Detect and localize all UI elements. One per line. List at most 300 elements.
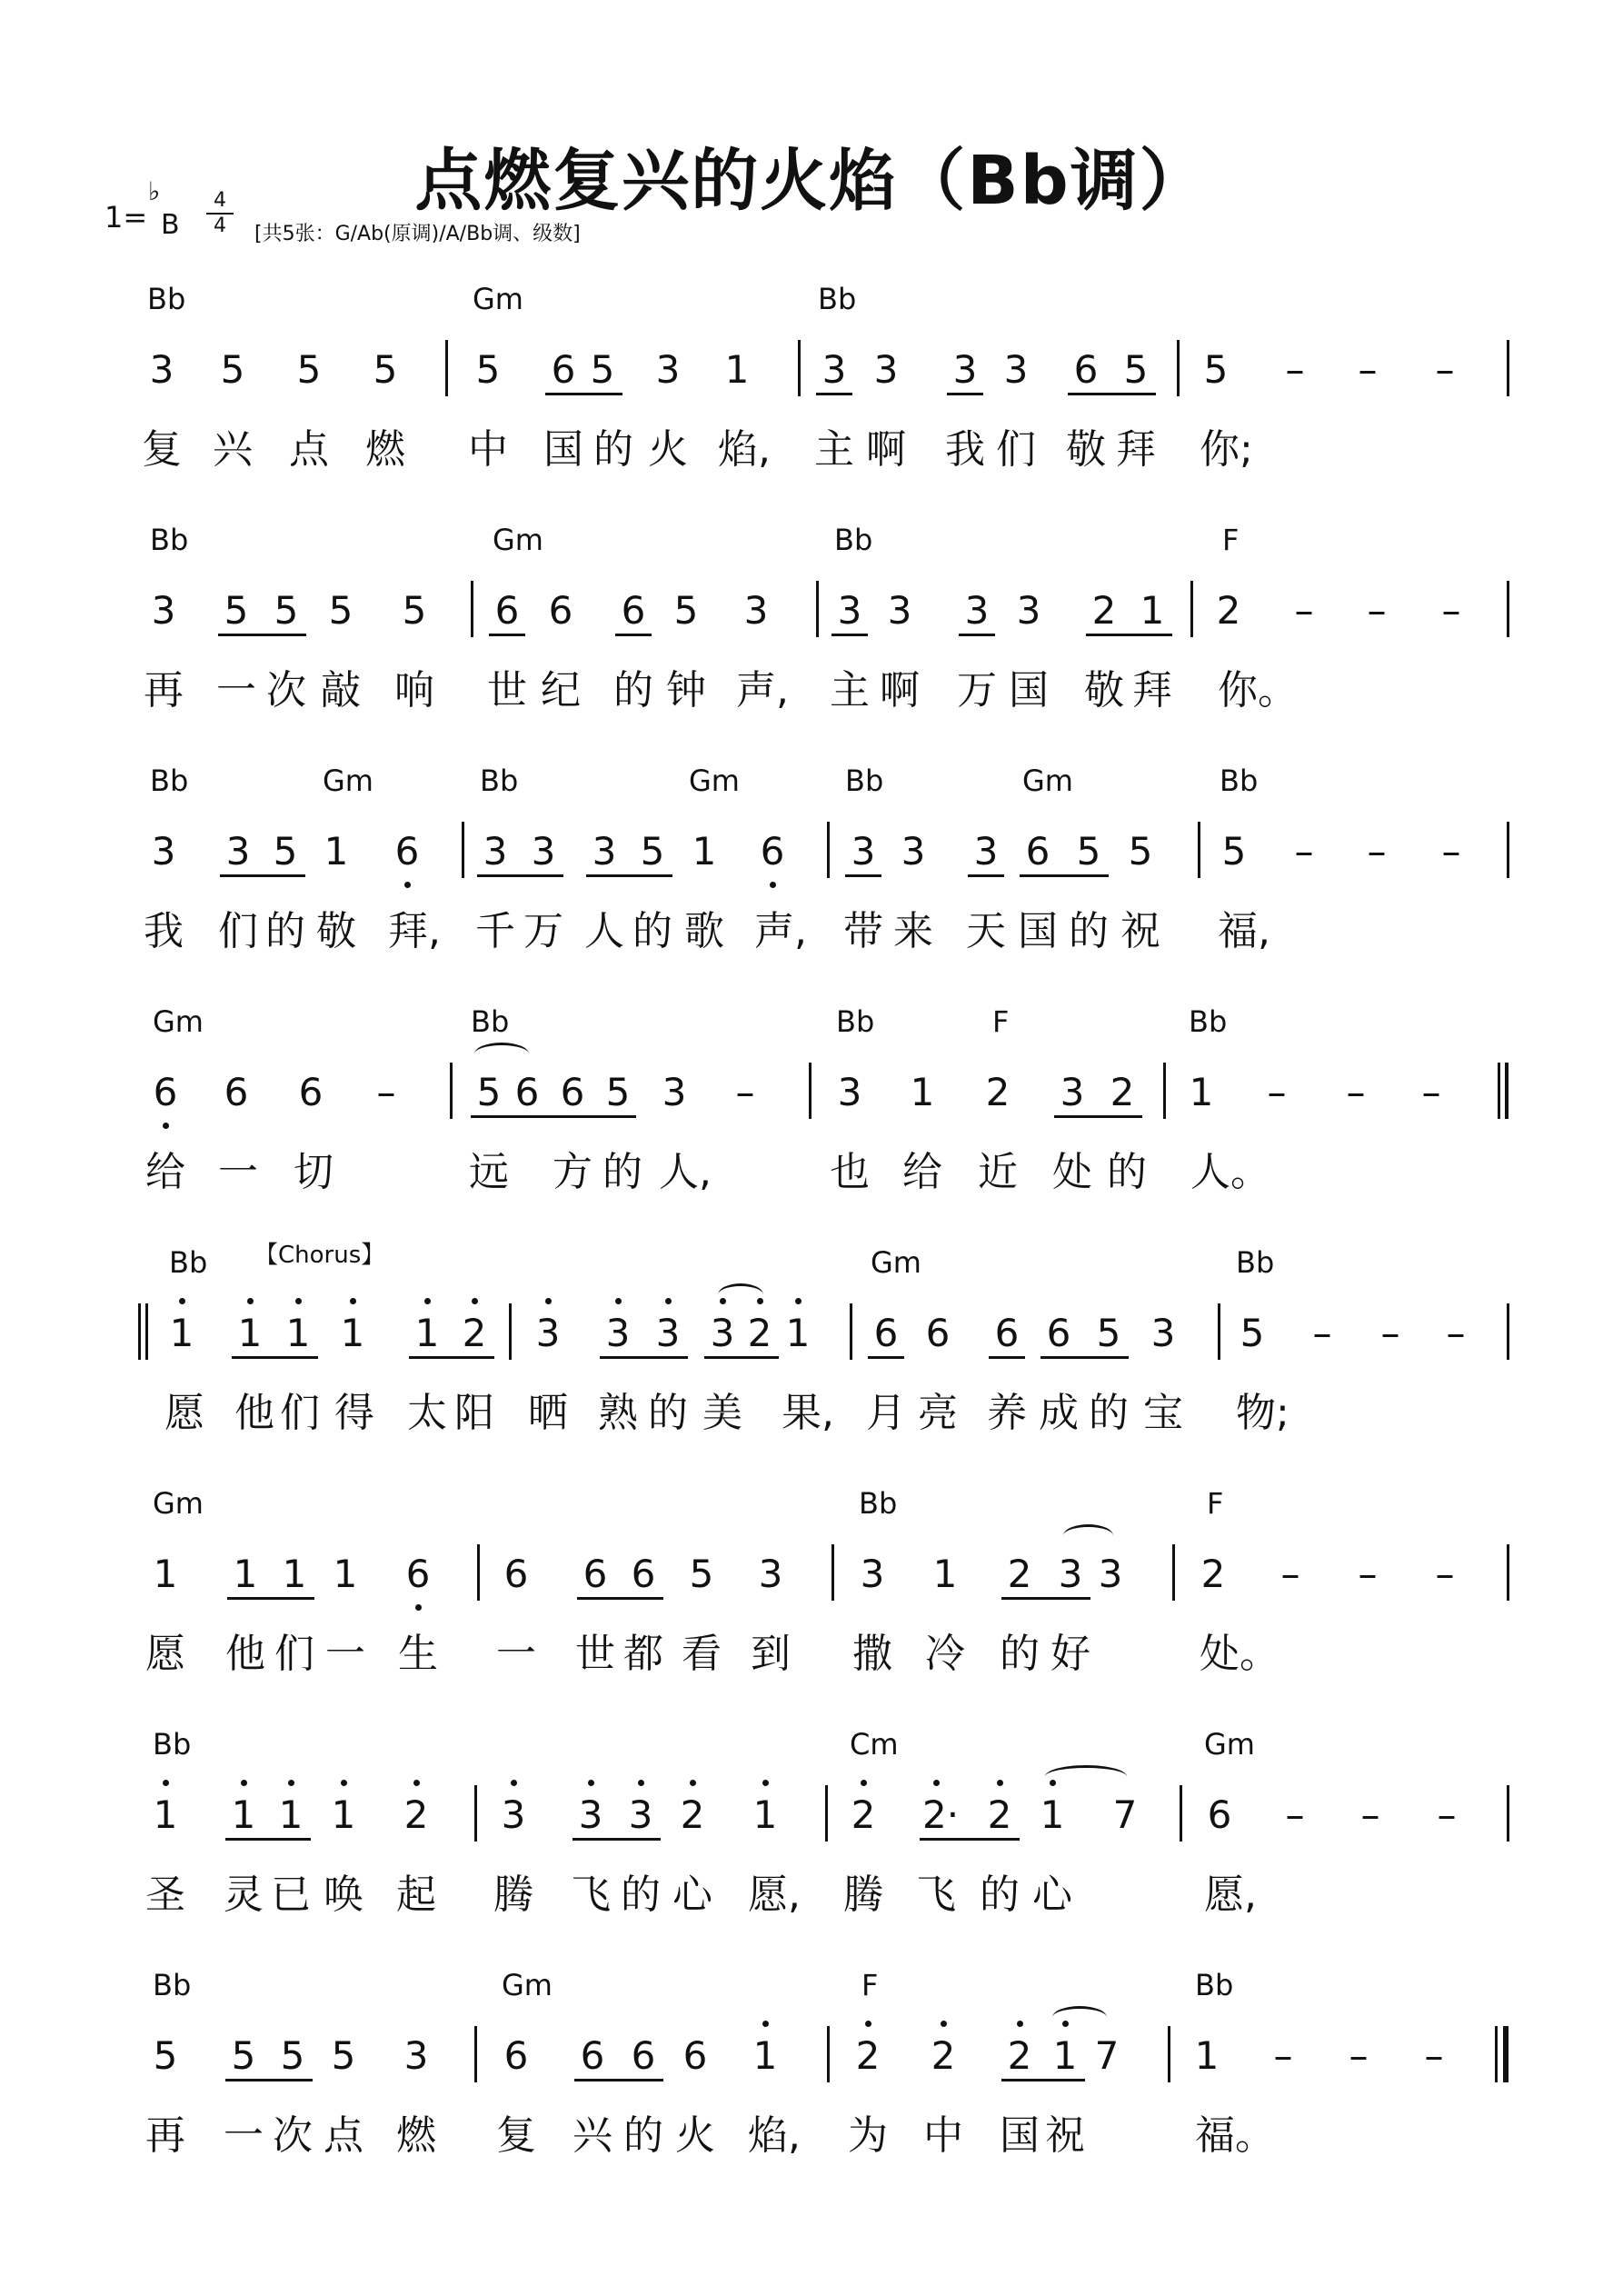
lyric: 都	[623, 1631, 663, 1677]
lyric: 处。	[1200, 1631, 1279, 1677]
lyric: 月	[866, 1390, 906, 1436]
chord: Cm	[850, 1727, 899, 1762]
lyric: 心	[672, 1872, 712, 1918]
note: 6	[494, 588, 520, 633]
barline	[831, 1544, 834, 1601]
beam	[1086, 634, 1172, 636]
note: 3	[758, 1552, 783, 1596]
lyric: 得	[334, 1390, 374, 1436]
note: 1	[233, 1552, 258, 1596]
lyric: 起	[396, 1872, 436, 1918]
note: –	[1424, 2033, 1444, 2078]
note: 3	[662, 1070, 687, 1114]
note: 3	[873, 347, 899, 392]
note: 2	[1200, 1552, 1226, 1596]
lyric: 的	[593, 426, 633, 473]
note: 1	[231, 1792, 256, 1837]
barline	[1507, 340, 1509, 396]
lyric: 燃	[365, 426, 405, 473]
note: 5	[1076, 829, 1101, 873]
lyric: 物;	[1236, 1390, 1289, 1436]
key-letter: B	[161, 209, 180, 241]
lyric: 愿,	[748, 1872, 801, 1918]
chord: F	[992, 1004, 1010, 1039]
note: –	[1367, 829, 1387, 873]
note: 2	[931, 2033, 956, 2078]
chord: Bb	[147, 282, 186, 316]
note: 5	[476, 1070, 502, 1114]
note: 5	[373, 347, 398, 392]
lyric: 他	[225, 1631, 265, 1677]
system-8	[0, 1968, 1623, 2209]
lyric: 阳	[454, 1390, 494, 1436]
note: 3	[149, 347, 174, 392]
high-octave-dot	[288, 1780, 294, 1786]
note: –	[1380, 1311, 1400, 1355]
barline	[1507, 1303, 1509, 1360]
lyric: 腾	[843, 1872, 883, 1918]
high-octave-dot	[638, 1780, 644, 1786]
lyric: 人	[584, 908, 624, 954]
note: 6	[560, 1070, 585, 1114]
note: 6	[631, 1552, 656, 1596]
note: 1	[724, 347, 750, 392]
note: 6	[551, 347, 576, 392]
note: 2	[403, 1792, 429, 1837]
lyric: 焰,	[748, 2112, 801, 2159]
note: 6	[405, 1552, 431, 1596]
slur	[474, 1043, 529, 1065]
barline	[809, 1063, 812, 1119]
note: 3	[1016, 588, 1041, 633]
barline	[827, 2026, 830, 2082]
note: 5	[402, 588, 427, 633]
barline	[1163, 1063, 1166, 1119]
note: –	[1437, 1792, 1457, 1837]
barline	[1507, 1785, 1509, 1842]
note: –	[735, 1070, 755, 1114]
note: 1	[752, 1792, 778, 1837]
lyric: 敬	[1066, 426, 1106, 473]
slur	[1045, 1765, 1127, 1788]
chord: Bb	[818, 282, 857, 316]
system-6	[0, 1486, 1623, 1727]
chord: Bb	[1220, 764, 1259, 798]
note: 6	[298, 1070, 324, 1114]
beam	[704, 1356, 779, 1359]
barline	[1177, 340, 1180, 396]
lyric: 的	[1107, 1149, 1147, 1195]
lyric: 到	[751, 1631, 791, 1677]
lyric: 圣	[145, 1872, 185, 1918]
lyric: 中	[468, 426, 508, 473]
note: 3	[535, 1311, 561, 1355]
lyric: 天	[966, 908, 1006, 954]
note: 3	[151, 588, 176, 633]
barline	[825, 1785, 828, 1842]
chord: Bb	[471, 1004, 510, 1039]
lyric: 再	[145, 2112, 185, 2159]
barline	[462, 822, 464, 878]
note: 6	[580, 2033, 605, 2078]
note: 5	[296, 347, 322, 392]
lyric: 国	[1018, 908, 1058, 954]
high-octave-dot	[1062, 2021, 1069, 2027]
lyric: 飞	[916, 1872, 956, 1918]
high-octave-dot	[511, 1780, 517, 1786]
high-octave-dot	[865, 2021, 871, 2027]
note: –	[1312, 1311, 1332, 1355]
lyric: 点	[289, 426, 329, 473]
beam	[232, 1356, 318, 1359]
lyric: 太	[407, 1390, 447, 1436]
lyric: 人,	[659, 1149, 712, 1195]
chord: Gm	[1204, 1727, 1255, 1762]
note: 3	[1003, 347, 1029, 392]
lyric: 们	[996, 426, 1036, 473]
barline	[1505, 1063, 1508, 1119]
note: 6	[1046, 1311, 1071, 1355]
note: 5	[1123, 347, 1149, 392]
note: –	[1285, 347, 1305, 392]
note: 6	[682, 2033, 708, 2078]
chord: Gm	[323, 764, 373, 798]
lyric: 灵	[224, 1872, 264, 1918]
lyric: 熟	[598, 1390, 638, 1436]
beam	[577, 1597, 663, 1600]
note: 2	[855, 2033, 881, 2078]
barline	[474, 2026, 477, 2082]
high-octave-dot	[690, 1780, 696, 1786]
high-octave-dot	[341, 1780, 347, 1786]
note: 3	[1058, 1552, 1083, 1596]
lyric: 中	[923, 2112, 963, 2159]
note: 1	[932, 1552, 958, 1596]
lyric: 主	[830, 667, 870, 714]
barline	[477, 1544, 480, 1601]
system-3	[0, 764, 1623, 1004]
note: 5	[280, 2033, 305, 2078]
note: 5	[590, 347, 615, 392]
beam	[574, 2079, 663, 2081]
note: 5	[224, 588, 249, 633]
note: 5	[1240, 1311, 1265, 1355]
lyric: 次	[273, 2112, 313, 2159]
lyric: 的	[1089, 1390, 1129, 1436]
chord: Bb	[1236, 1245, 1275, 1280]
chord: Gm	[153, 1004, 204, 1039]
beam	[1068, 393, 1156, 395]
lyric: 再	[144, 667, 184, 714]
beam	[816, 393, 852, 395]
high-octave-dot	[588, 1780, 594, 1786]
note: 1	[278, 1792, 304, 1837]
lyric: 带	[843, 908, 883, 954]
barline	[1507, 581, 1509, 637]
high-octave-dot	[413, 1780, 420, 1786]
lyric: 已	[271, 1872, 311, 1918]
note: 6	[1025, 829, 1050, 873]
lyric: 的	[1000, 1631, 1040, 1677]
chord: Bb	[836, 1004, 875, 1039]
note: –	[1435, 1552, 1455, 1596]
note: 2	[1007, 1552, 1032, 1596]
high-octave-dot	[861, 1780, 867, 1786]
lyric: 敬	[1084, 667, 1124, 714]
beam	[225, 2079, 313, 2081]
note: 6	[153, 1070, 178, 1114]
lyric: 世	[575, 1631, 615, 1677]
beam	[600, 1356, 688, 1359]
barline	[145, 1303, 148, 1360]
barline	[1218, 1303, 1220, 1360]
key-signature	[105, 176, 226, 241]
lyric: 次	[266, 667, 306, 714]
lyric: 的	[1069, 908, 1109, 954]
high-octave-dot	[997, 1780, 1003, 1786]
lyric: 火	[675, 2112, 715, 2159]
note: 2	[1216, 588, 1241, 633]
high-octave-dot	[295, 1298, 302, 1304]
lyric: 国	[1009, 667, 1049, 714]
beam	[1001, 2079, 1085, 2081]
lyric: 们	[274, 1631, 314, 1677]
lyric: 主	[814, 426, 854, 473]
chord: Bb	[1195, 1968, 1234, 2002]
note: 1	[324, 829, 349, 873]
high-octave-dot	[163, 1780, 169, 1786]
high-octave-dot	[1017, 2021, 1023, 2027]
note: 1	[340, 1311, 365, 1355]
chord: F	[1222, 523, 1240, 557]
note: –	[1358, 347, 1378, 392]
lyric: 愿	[164, 1390, 204, 1436]
note: 1	[153, 1792, 178, 1837]
note: –	[1294, 588, 1314, 633]
barline	[138, 1303, 141, 1360]
note: 5	[640, 829, 665, 873]
chord: Bb	[169, 1245, 208, 1280]
chord: Gm	[502, 1968, 553, 2002]
high-octave-dot	[350, 1298, 356, 1304]
lyric: 你。	[1218, 667, 1298, 714]
time-top: 4	[214, 189, 226, 212]
beam	[225, 1838, 311, 1841]
beam	[989, 1356, 1025, 1359]
lyric: 近	[978, 1149, 1018, 1195]
beam	[409, 1356, 494, 1359]
lyric: 愿	[145, 1631, 185, 1677]
note: 3	[1098, 1552, 1123, 1596]
note: 3	[837, 588, 862, 633]
high-octave-dot	[795, 1298, 802, 1304]
page-title: 点燃复兴的火焰（Bb调）	[414, 142, 1209, 220]
key-prefix: 1=	[105, 200, 148, 235]
lyric: 一	[218, 1149, 258, 1195]
lyric: 亮	[918, 1390, 958, 1436]
note: 2	[851, 1792, 876, 1837]
chord: Gm	[1022, 764, 1073, 798]
lyric: 远	[469, 1149, 509, 1195]
lyric: 给	[902, 1149, 942, 1195]
lyric: 一	[224, 2112, 264, 2159]
lyric: 兴	[213, 426, 253, 473]
note: 1	[752, 2033, 778, 2078]
note: 3	[821, 347, 847, 392]
note: 1	[1040, 1792, 1065, 1837]
system-7	[0, 1727, 1623, 1968]
low-octave-dot	[415, 1604, 422, 1611]
beam	[845, 874, 881, 877]
chord: F	[861, 1968, 879, 2002]
lyric: 拜,	[388, 908, 441, 954]
system-5	[0, 1242, 1623, 1486]
lyric: 福,	[1218, 908, 1270, 954]
lyric: 方	[553, 1149, 592, 1195]
note: 2	[680, 1792, 705, 1837]
beam	[573, 1838, 661, 1841]
high-octave-dot	[933, 1780, 940, 1786]
barline	[1503, 2026, 1508, 2082]
beam	[947, 393, 983, 395]
system-1	[0, 282, 1623, 523]
lyric: 心	[1032, 1872, 1072, 1918]
lyric: 响	[394, 667, 434, 714]
note: 5	[231, 2033, 256, 2078]
note: 1	[333, 1552, 358, 1596]
lyric: 啊	[866, 426, 906, 473]
beam	[968, 874, 1004, 877]
beam	[868, 1356, 904, 1359]
chord: Gm	[473, 282, 523, 316]
note: 2·	[922, 1792, 960, 1837]
lyric: 拜	[1116, 426, 1156, 473]
lyric: 宝	[1143, 1390, 1183, 1436]
note: 6	[621, 588, 646, 633]
barline	[474, 1785, 477, 1842]
lyric: 敬	[316, 908, 356, 954]
lyric: 复	[142, 426, 182, 473]
note: 1	[1052, 2033, 1078, 2078]
high-octave-dot	[720, 1298, 726, 1304]
chord: Bb	[150, 764, 189, 798]
high-octave-dot	[241, 1780, 247, 1786]
barline	[1180, 1785, 1182, 1842]
note: 3	[403, 2033, 429, 2078]
note: 3	[531, 829, 556, 873]
high-octave-dot	[472, 1298, 478, 1304]
time-signature	[206, 189, 234, 238]
beam	[218, 634, 306, 636]
note: 3	[592, 829, 617, 873]
note: 1	[692, 829, 717, 873]
note: 1	[237, 1311, 263, 1355]
note: 2	[462, 1311, 487, 1355]
chord: Bb	[480, 764, 519, 798]
lyric: 的	[980, 1872, 1020, 1918]
note: 1	[414, 1311, 440, 1355]
note: 1	[1140, 588, 1165, 633]
note: 3	[973, 829, 999, 873]
lyric: 我	[144, 908, 184, 954]
lyric: 为	[848, 2112, 888, 2159]
lyric: 处	[1052, 1149, 1092, 1195]
lyric: 来	[893, 908, 933, 954]
beam	[477, 874, 563, 877]
note: 1	[285, 1311, 311, 1355]
note: 6	[394, 829, 420, 873]
note: 6	[631, 2033, 656, 2078]
lyric: 愿,	[1204, 1872, 1257, 1918]
lyric: 纪	[541, 667, 581, 714]
note: 6	[503, 2033, 529, 2078]
lyric: 的	[265, 908, 305, 954]
lyric: 果,	[782, 1390, 834, 1436]
note: 3	[851, 829, 876, 873]
note: 3	[964, 588, 990, 633]
note: –	[1346, 1070, 1366, 1114]
note: 5	[274, 588, 299, 633]
lyric: 的	[632, 908, 672, 954]
chord: Bb	[845, 764, 884, 798]
barline	[827, 822, 830, 878]
barline	[1507, 822, 1509, 878]
beam	[586, 874, 672, 877]
barline	[798, 340, 801, 396]
lyric: 祝	[1045, 2112, 1085, 2159]
note: 1	[331, 1792, 356, 1837]
note: 6	[514, 1070, 540, 1114]
note: –	[1367, 588, 1387, 633]
note: 2	[985, 1070, 1011, 1114]
high-octave-dot	[179, 1298, 185, 1304]
lyric: 焰,	[718, 426, 771, 473]
barline	[1172, 1544, 1175, 1601]
barline	[450, 1063, 453, 1119]
system-4	[0, 1004, 1623, 1245]
beam	[959, 634, 995, 636]
beam	[471, 1115, 636, 1118]
chord: Bb	[153, 1727, 192, 1762]
barline	[445, 340, 448, 396]
lyric: 晒	[528, 1390, 568, 1436]
chord: Bb	[1189, 1004, 1228, 1039]
note: 5	[153, 2033, 178, 2078]
flat-sign: ♭	[148, 176, 161, 206]
lyric: 的	[621, 1872, 661, 1918]
high-octave-dot	[615, 1298, 622, 1304]
lyric: 千	[475, 908, 515, 954]
note: 1	[169, 1311, 194, 1355]
time-bottom: 4	[214, 215, 226, 237]
note: 3	[655, 1311, 681, 1355]
note: 3	[1150, 1311, 1176, 1355]
barline	[1495, 2026, 1498, 2082]
chord: Bb	[153, 1968, 192, 2002]
lyric: 拜	[1132, 667, 1172, 714]
high-octave-dot	[762, 2021, 769, 2027]
note: –	[1446, 1311, 1466, 1355]
high-octave-dot	[545, 1298, 552, 1304]
note: 5	[673, 588, 699, 633]
barline	[1498, 1063, 1500, 1119]
lyric: 我	[945, 426, 985, 473]
high-octave-dot	[941, 2021, 947, 2027]
lyric: 敲	[321, 667, 361, 714]
lyric: 祝	[1120, 908, 1160, 954]
barline	[816, 581, 819, 637]
note: 5	[689, 1552, 714, 1596]
